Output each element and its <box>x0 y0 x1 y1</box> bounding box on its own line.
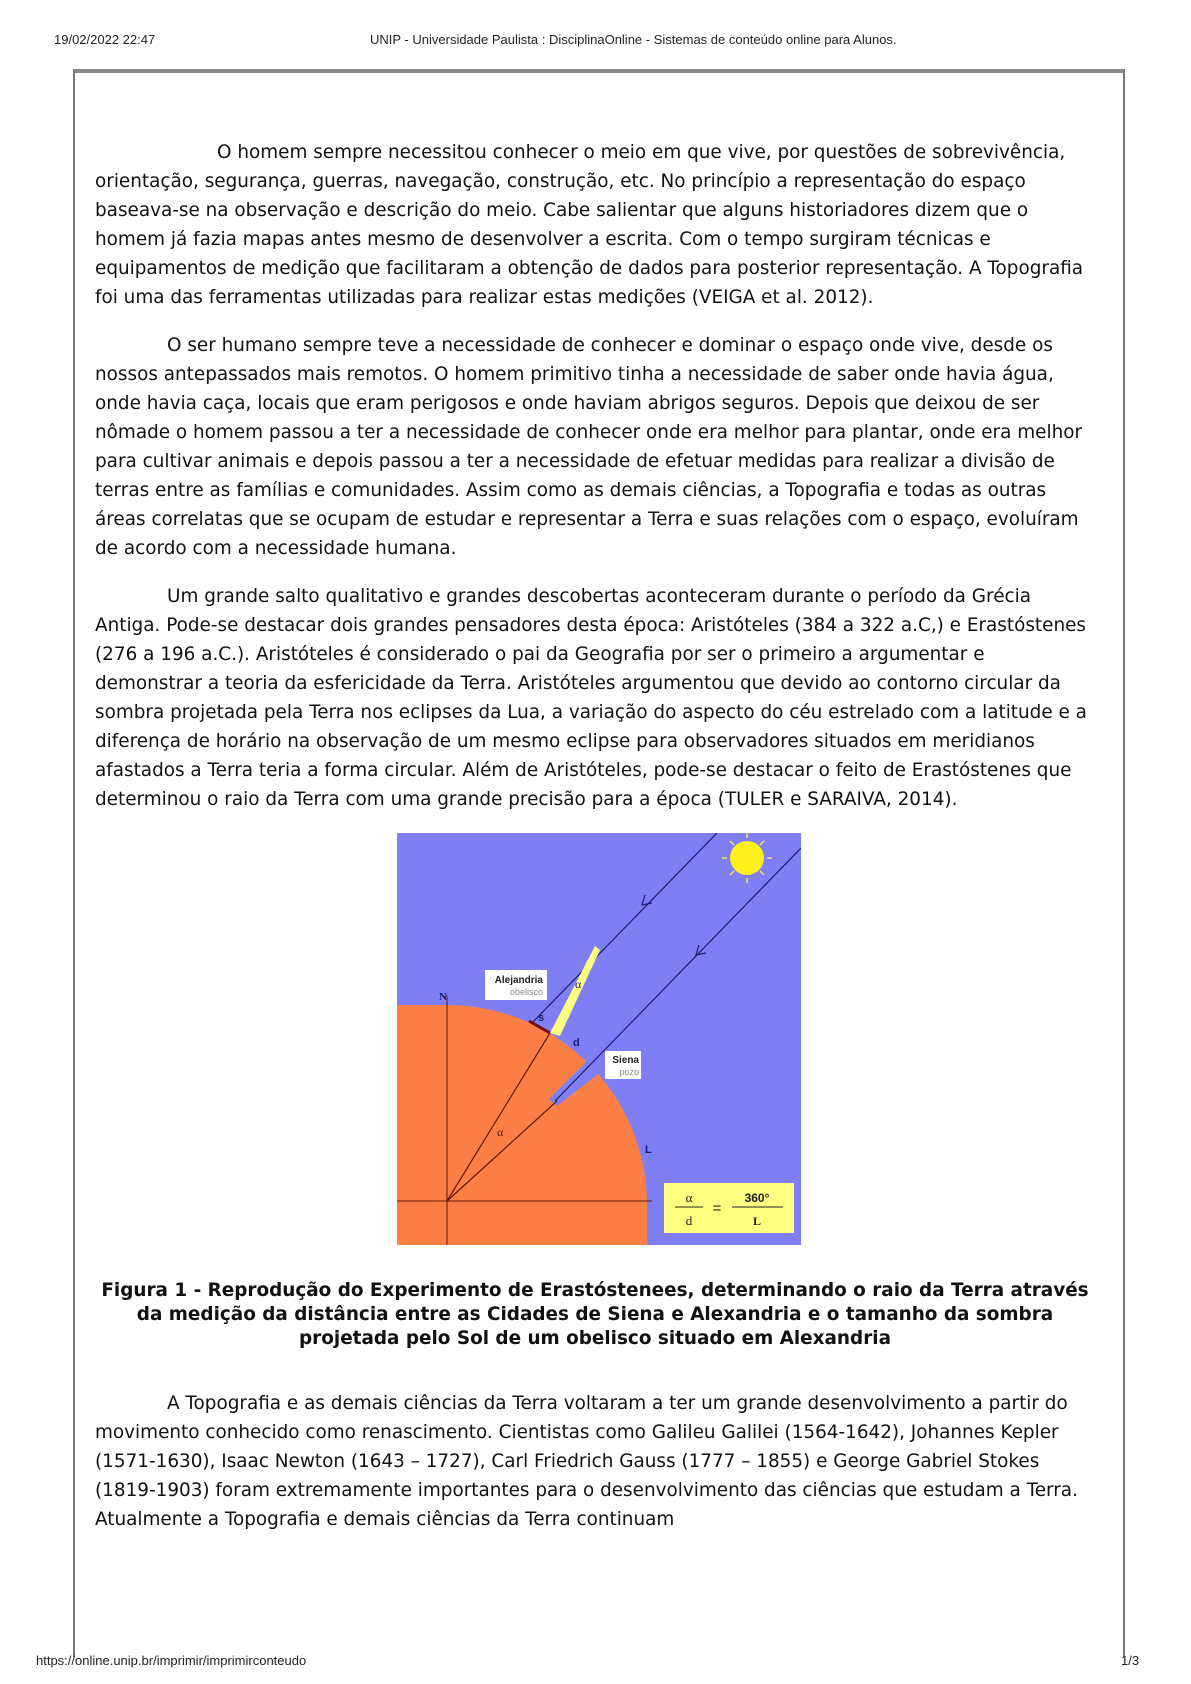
paragraph: O homem sempre necessitou conhecer o meio em que vive, por questões de sobrevivência, orientação, segurança, guerras, navegação, construção, etc. No princípio a representação do espaço baseava-se na observação e descrição do meio. Cabe salientar que alguns historiadores dizem que o homem já fazia mapas antes mesmo de desenvolver a escrita. Com o tempo surgiram técnicas e equipamentos de medição que facilitaram a obtenção de dados para posterior representação. A Topografia foi uma das ferramentas utilizadas para realizar estas medições (VEIGA et al. 2012). <box>95 142 1084 308</box>
page-url: https://online.unip.br/imprimir/imprimirconteudo <box>36 1653 307 1668</box>
alejandria-label: Alejandria <box>494 975 543 986</box>
page-number: 1/3 <box>1121 1653 1140 1668</box>
distance-label: d <box>573 1037 580 1049</box>
formula-den-right: L <box>752 1214 762 1228</box>
figure-caption: Figura 1 - Reprodução do Experimento de Erastóstenees, determinando o raio da Terra através da medição da distância entre as Cidades de Siena e Alexandria e o tamanho da sombra projetada pelo Sol de um obelisco situado em Alexandria <box>101 1280 1089 1349</box>
north-label: N <box>439 991 447 1003</box>
paragraph: O ser humano sempre teve a necessidade de conhecer e dominar o espaço onde vive, desde os nossos antepassados mais remotos. O homem primitivo tinha a necessidade de saber onde havia água, onde havia caça, locais que eram perigosos e onde haviam abrigos seguros. Depois que deixou de ser nômade o homem passou a ter a necessidade de conhecer onde era melhor para plantar, onde era melhor para cultivar animais e depois passou a ter a necessidade de efetuar medidas para realizar a divisão de terras entre as famílias e comunidades. Assim como as demais ciências, a Topografia e todas as outras áreas correlatas que se ocupam de estudar e representar a Terra e suas relações com o espaço, evoluíram de acordo com a necessidade humana. <box>95 335 1083 559</box>
alpha-center-label: α <box>497 1125 504 1139</box>
siena-label: Siena <box>612 1055 639 1066</box>
pozo-label: pozo <box>619 1067 639 1077</box>
eratosthenes-figure <box>397 833 801 1245</box>
paragraph: Um grande salto qualitativo e grandes descobertas aconteceram durante o período da Grécia Antiga. Pode-se destacar dois grandes pensadores desta época: Aristóteles (384 a 322 a.C,) e Erastóstenes (276 a 196 a.C.). Aristóteles é considerado o pai da Geografia por ser o primeiro a argumentar e demonstrar a teoria da esfericidade da Terra. Aristóteles argumentou que devido ao contorno circular da sombra projetada pela Terra nos eclipses da Lua, a variação do aspecto do céu estrelado com a latitude e a diferença de horário na observação de um mesmo eclipse para observadores situados em meridianos afastados a Terra teria a forma circular. Além de Aristóteles, pode-se destacar o feito de Erastóstenes que determinou o raio da Terra com uma grande precisão para a época (TULER e SARAIVA, 2014). <box>95 586 1087 810</box>
paragraph: A Topografia e as demais ciências da Terra voltaram a ter um grande desenvolvimento a partir do movimento conhecido como renascimento. Cientistas como Galileu Galilei (1564-1642), Johannes Kepler (1571-1630), Isaac Newton (1643 – 1727), Carl Friedrich Gauss (1777 – 1855) e George Gabriel Stokes (1819-1903) foram extremamente importantes para o desenvolvimento das ciências que estudam a Terra. Atualmente a Topografia e demais ciências da Terra continuam <box>95 1393 1078 1530</box>
formula-box <box>664 1183 794 1233</box>
formula-den-left: d <box>685 1213 693 1228</box>
print-header <box>0 28 1191 48</box>
document-body <box>95 138 1095 1553</box>
page-title: UNIP - Universidade Paulista : DisciplinaOnline - Sistemas de conteúdo online para Alunos. <box>370 32 897 47</box>
alpha-top-label: α <box>575 977 582 991</box>
formula-num-right: 360° <box>744 1191 770 1205</box>
print-footer <box>0 1651 1191 1671</box>
circumference-label: L <box>645 1144 652 1156</box>
formula-equals: = <box>712 1200 722 1217</box>
print-datetime: 19/02/2022 22:47 <box>54 32 156 47</box>
formula-num-left: α <box>685 1190 693 1205</box>
obelisco-label: obelisco <box>509 987 543 997</box>
shadow-label: s <box>538 1012 545 1024</box>
